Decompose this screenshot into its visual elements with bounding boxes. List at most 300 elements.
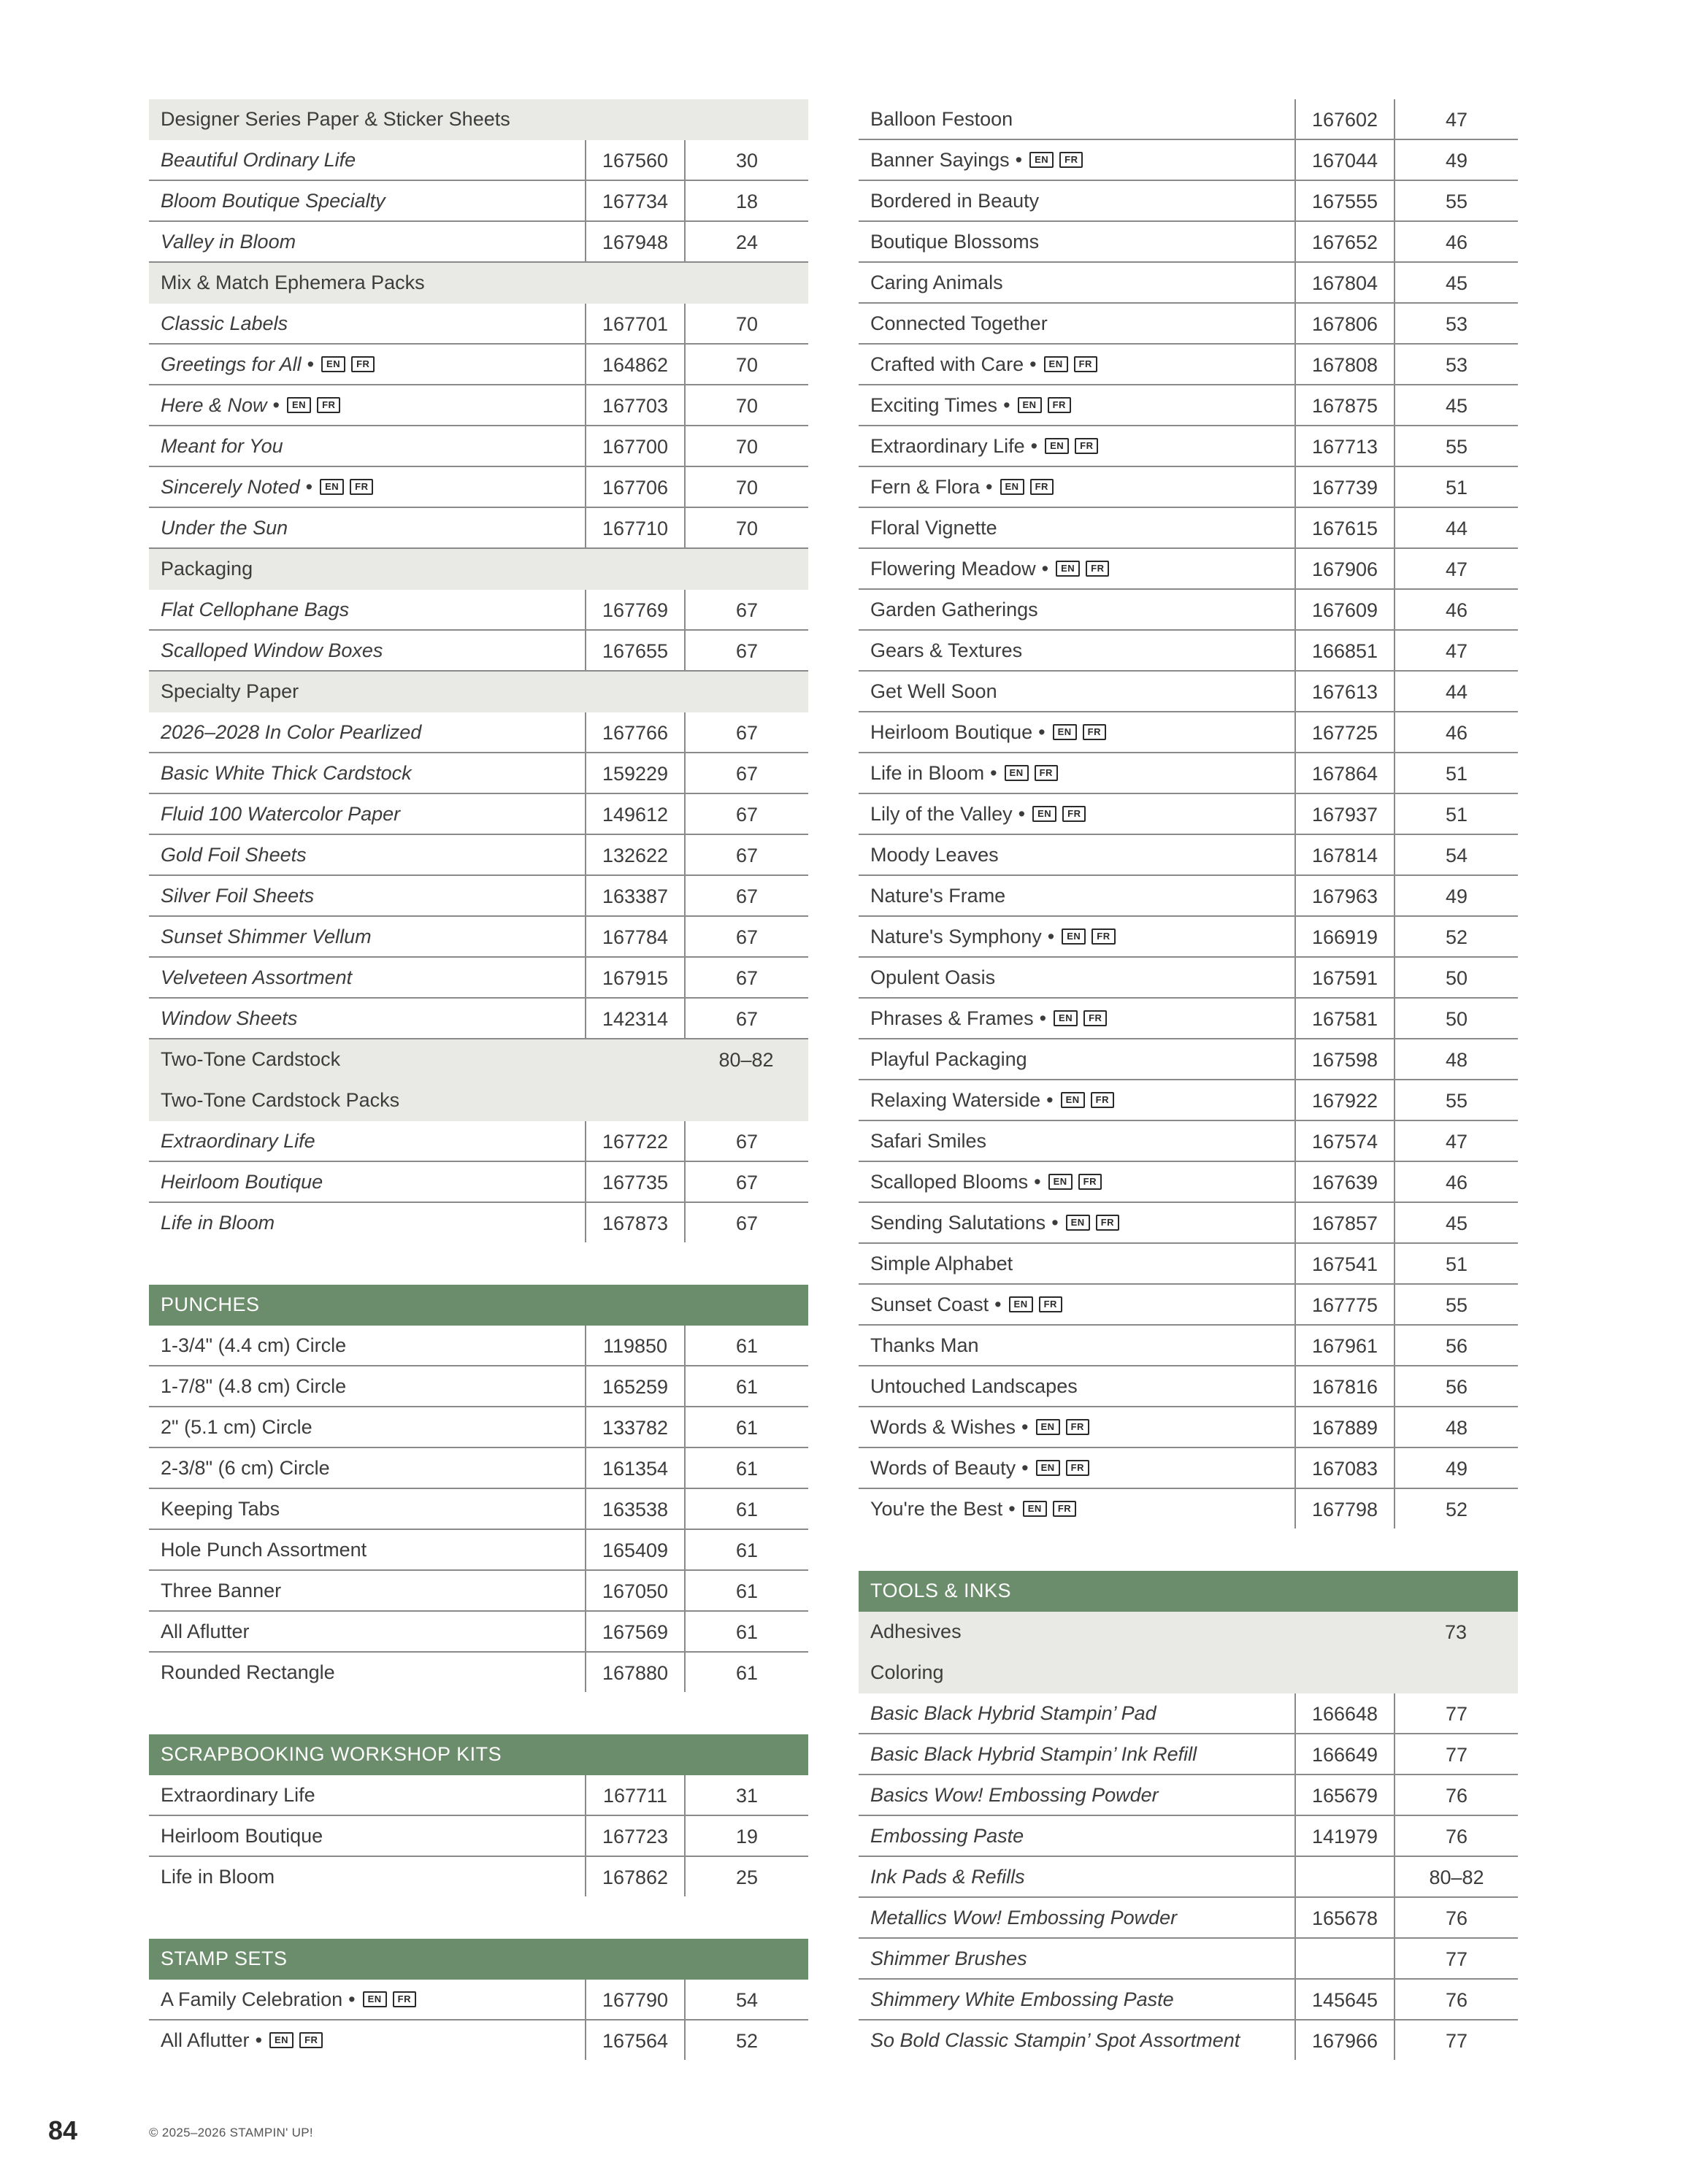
product-row-a-family-celebration (149, 1980, 808, 2020)
item-number: 167591 (1294, 958, 1394, 997)
name-text: Get Well Soon (870, 680, 997, 702)
name-text: You're the Best (870, 1498, 1003, 1520)
product-name (870, 1039, 1027, 1079)
page-reference: 80–82 (718, 1049, 774, 1071)
language-badge-fr: FR (1035, 765, 1058, 781)
product-row-scalloped-window-boxes (149, 631, 808, 672)
product-name (870, 672, 997, 711)
item-number: 166919 (1294, 917, 1394, 956)
name-text: Life in Bloom (161, 1212, 275, 1234)
page-reference (684, 1080, 808, 1120)
section-gap (149, 1244, 808, 1285)
item-number: 167615 (1294, 508, 1394, 547)
name-text: Sunset Shimmer Vellum (161, 926, 372, 947)
item-number: 165679 (1294, 1775, 1394, 1815)
bullet-separator: • (1034, 1171, 1041, 1193)
item-number: 167652 (1294, 222, 1394, 261)
name-text: Boutique Blossoms (870, 231, 1040, 253)
name-text: Connected Together (870, 312, 1048, 334)
language-badge-en: EN (1029, 152, 1054, 168)
page-reference: 47 (1394, 549, 1518, 588)
language-badge-en: EN (1023, 1501, 1047, 1517)
language-badge-en: EN (1062, 928, 1086, 945)
item-number: 167889 (1294, 1407, 1394, 1447)
product-row-greetings-for-all (149, 345, 808, 385)
category-row-coloring (859, 1653, 1518, 1693)
name-text: Safari Smiles (870, 1130, 987, 1152)
name-text: Meant for You (161, 435, 283, 457)
bullet-separator: • (1038, 721, 1046, 743)
language-badge-fr: FR (317, 397, 340, 413)
name-text: Nature's Symphony (870, 926, 1042, 947)
product-name (161, 712, 421, 752)
page-reference: 47 (1394, 99, 1518, 139)
item-number: 167906 (1294, 549, 1394, 588)
product-name (870, 1612, 962, 1651)
product-name (870, 1244, 1013, 1283)
item-number (1294, 1653, 1394, 1692)
page-reference: 55 (1394, 1080, 1518, 1120)
product-name (870, 1693, 1156, 1733)
name-text: Caring Animals (870, 272, 1003, 293)
item-number: 167613 (1294, 672, 1394, 711)
product-name (870, 1857, 1025, 1896)
page-reference: 67 (684, 876, 808, 915)
name-text: Lily of the Valley (870, 803, 1013, 825)
name-text: Scalloped Window Boxes (161, 639, 383, 661)
page-reference: 18 (684, 181, 808, 220)
page-reference: 47 (1394, 1121, 1518, 1161)
product-name (161, 1653, 335, 1692)
product-name (870, 1326, 979, 1365)
category-row-designer-series-paper-sticker-sheets (149, 99, 808, 140)
language-badge-fr: FR (1039, 1296, 1062, 1312)
item-number: 167814 (1294, 835, 1394, 874)
language-badge-en: EN (1056, 561, 1080, 577)
item-number: 167581 (1294, 999, 1394, 1038)
item-number: 167798 (1294, 1489, 1394, 1529)
page-reference: 67 (684, 794, 808, 834)
name-text: Embossing Paste (870, 1825, 1024, 1847)
product-row-sunset-shimmer-vellum (149, 917, 808, 958)
product-name (161, 1857, 275, 1896)
item-number: 161354 (585, 1448, 684, 1488)
name-text: Greetings for All (161, 353, 302, 375)
name-text: 2" (5.1 cm) Circle (161, 1416, 312, 1438)
bullet-separator: • (1030, 435, 1038, 457)
language-badge-fr: FR (1083, 1010, 1107, 1026)
product-name (870, 1203, 1119, 1242)
page-reference: 49 (1394, 140, 1518, 180)
page-reference: 56 (1394, 1366, 1518, 1406)
product-name (161, 672, 299, 711)
product-row-words-wishes (859, 1407, 1518, 1448)
product-name (161, 835, 307, 874)
language-badge-en: EN (1036, 1419, 1060, 1435)
page-reference (1394, 1653, 1518, 1692)
product-row-extraordinary-life (859, 426, 1518, 467)
language-badge-en: EN (269, 2032, 294, 2048)
name-text: All Aflutter (161, 2029, 250, 2051)
product-name (161, 1121, 315, 1161)
page-reference: 80–82 (1394, 1857, 1518, 1896)
item-number (585, 1039, 684, 1079)
page-reference: 67 (684, 1203, 808, 1242)
language-badge-en: EN (1061, 1092, 1085, 1108)
item-number: 167044 (1294, 140, 1394, 180)
product-row-fluid-100-watercolor-paper (149, 794, 808, 835)
item-number: 167961 (1294, 1326, 1394, 1365)
page-reference: 61 (684, 1530, 808, 1569)
product-name (161, 385, 340, 425)
product-name (870, 958, 995, 997)
item-number: 167948 (585, 222, 684, 261)
name-text: Gold Foil Sheets (161, 844, 307, 866)
page-reference: 67 (684, 835, 808, 874)
section-title (161, 1734, 502, 1774)
product-name (870, 1775, 1159, 1815)
product-name (161, 1489, 280, 1529)
bullet-separator: • (1021, 1416, 1029, 1438)
name-text: Flowering Meadow (870, 558, 1036, 580)
page-reference: 44 (1394, 672, 1518, 711)
name-text: Playful Packaging (870, 1048, 1027, 1070)
item-number: 167804 (1294, 263, 1394, 302)
page-reference: 53 (1394, 304, 1518, 343)
product-row-untouched-landscapes (859, 1366, 1518, 1407)
name-text: Two-Tone Cardstock Packs (161, 1089, 400, 1111)
item-number: 167739 (1294, 467, 1394, 507)
item-number: 167555 (1294, 181, 1394, 220)
item-number: 167700 (585, 426, 684, 466)
product-row-playful-packaging (859, 1039, 1518, 1080)
product-row-under-the-sun (149, 508, 808, 549)
product-name (161, 99, 510, 139)
page-reference: 30 (684, 140, 808, 180)
item-number: 167723 (585, 1816, 684, 1856)
page-reference: 51 (1394, 467, 1518, 507)
name-text: Designer Series Paper & Sticker Sheets (161, 108, 510, 130)
product-row-flowering-meadow (859, 549, 1518, 590)
language-badge-fr: FR (350, 479, 373, 495)
product-name (870, 1162, 1102, 1201)
product-name (161, 631, 383, 670)
item-number: 133782 (585, 1407, 684, 1447)
item-number (1294, 1857, 1394, 1896)
item-number: 167569 (585, 1612, 684, 1651)
page-reference: 61 (684, 1653, 808, 1692)
item-number: 167598 (1294, 1039, 1394, 1079)
product-name (161, 1203, 275, 1242)
name-text: Relaxing Waterside (870, 1089, 1041, 1111)
item-number: 167873 (585, 1203, 684, 1242)
item-number: 141979 (1294, 1816, 1394, 1856)
item-number: 167857 (1294, 1203, 1394, 1242)
name-text: Flat Cellophane Bags (161, 599, 350, 620)
product-row-metallics-wow-embossing-powder (859, 1898, 1518, 1939)
language-badge-en: EN (321, 356, 345, 372)
product-row-you-re-the-best (859, 1489, 1518, 1530)
language-badge-en: EN (1000, 479, 1024, 495)
product-row-basic-white-thick-cardstock (149, 753, 808, 794)
language-badge-fr: FR (1048, 397, 1071, 413)
product-name (870, 590, 1038, 629)
product-name (870, 917, 1116, 956)
bullet-separator: • (1047, 926, 1055, 947)
product-row-life-in-bloom (859, 753, 1518, 794)
name-text: Floral Vignette (870, 517, 997, 539)
page-reference: 44 (1394, 508, 1518, 547)
item-number: 167703 (585, 385, 684, 425)
section-header-tools-inks (859, 1571, 1518, 1612)
item-number (585, 549, 684, 588)
name-text: Shimmery White Embossing Paste (870, 1988, 1174, 2010)
item-number: 167701 (585, 304, 684, 343)
product-row-heirloom-boutique (149, 1162, 808, 1203)
product-row-banner-sayings (859, 140, 1518, 181)
item-number: 167655 (585, 631, 684, 670)
name-text: Words & Wishes (870, 1416, 1016, 1438)
product-row-nature-s-symphony (859, 917, 1518, 958)
language-badge-fr: FR (1059, 152, 1083, 168)
item-number: 167862 (585, 1857, 684, 1896)
bullet-separator: • (272, 394, 280, 416)
product-name (161, 1326, 346, 1365)
item-number: 142314 (585, 999, 684, 1038)
item-number (1294, 1612, 1394, 1651)
product-row-fern-flora (859, 467, 1518, 508)
bullet-separator: • (1041, 558, 1049, 580)
bullet-separator: • (986, 476, 993, 498)
bullet-separator: • (1039, 1007, 1047, 1029)
name-text: Classic Labels (161, 312, 288, 334)
item-number: 167880 (585, 1653, 684, 1692)
bullet-separator: • (994, 1293, 1002, 1315)
page-reference: 24 (684, 222, 808, 261)
product-row-life-in-bloom (149, 1857, 808, 1898)
product-name (870, 140, 1083, 180)
page-reference: 73 (1444, 1621, 1468, 1643)
product-name (161, 1571, 281, 1610)
product-name (161, 549, 253, 588)
product-name (161, 426, 283, 466)
product-row-so-bold-classic-stampin-spot-assortment (859, 2020, 1518, 2061)
product-name (161, 508, 288, 547)
product-row-basic-black-hybrid-stampin-pad (859, 1693, 1518, 1734)
page-reference: 67 (684, 712, 808, 752)
item-number: 163387 (585, 876, 684, 915)
product-name (161, 140, 356, 180)
page-reference: 45 (1394, 1203, 1518, 1242)
bullet-separator: • (1008, 1498, 1016, 1520)
name-text: Crafted with Care (870, 353, 1024, 375)
name-text: Simple Alphabet (870, 1253, 1013, 1274)
page-reference: 48 (1394, 1039, 1518, 1079)
name-text: All Aflutter (161, 1620, 250, 1642)
product-name (161, 304, 288, 343)
product-row-sunset-coast (859, 1285, 1518, 1326)
product-row-2026-2028-in-color-pearlized (149, 712, 808, 753)
page-reference: 61 (684, 1448, 808, 1488)
name-text: Coloring (870, 1661, 944, 1683)
product-row-relaxing-waterside (859, 1080, 1518, 1121)
name-text: Hole Punch Assortment (161, 1539, 367, 1561)
name-text: Moody Leaves (870, 844, 999, 866)
name-text: Sending Salutations (870, 1212, 1046, 1234)
product-row-basic-black-hybrid-stampin-ink-refill (859, 1734, 1518, 1775)
item-number: 165259 (585, 1366, 684, 1406)
page-reference: 61 (684, 1326, 808, 1365)
product-row-nature-s-frame (859, 876, 1518, 917)
item-number: 167775 (1294, 1285, 1394, 1324)
language-badge-fr: FR (1086, 561, 1109, 577)
item-number: 165678 (1294, 1898, 1394, 1937)
name-text: Basic White Thick Cardstock (161, 762, 412, 784)
product-row-ink-pads-refills (859, 1857, 1518, 1898)
name-text: Velveteen Assortment (161, 966, 353, 988)
name-text: Two-Tone Cardstock (161, 1048, 341, 1070)
product-row-words-of-beauty (859, 1448, 1518, 1489)
product-name (870, 876, 1005, 915)
product-name (161, 1407, 312, 1447)
product-name (161, 1980, 416, 2019)
name-text: Sincerely Noted (161, 476, 300, 498)
language-badge-en: EN (320, 479, 344, 495)
product-name (870, 999, 1107, 1038)
page-reference: 31 (684, 1775, 808, 1815)
category-row-two-tone-cardstock-packs (149, 1080, 808, 1121)
product-name (870, 1653, 944, 1692)
product-name (870, 712, 1106, 752)
category-row-adhesives (859, 1612, 1518, 1653)
left-column (149, 99, 808, 2061)
page-reference: 70 (684, 304, 808, 343)
page-reference: 70 (684, 508, 808, 547)
page-reference: 67 (684, 1121, 808, 1161)
name-text: Fluid 100 Watercolor Paper (161, 803, 401, 825)
item-number: 167639 (1294, 1162, 1394, 1201)
product-name (161, 1162, 323, 1201)
product-row-gears-textures (859, 631, 1518, 672)
item-number: 167937 (1294, 794, 1394, 834)
product-row-basics-wow-embossing-powder (859, 1775, 1518, 1816)
product-row-thanks-man (859, 1326, 1518, 1366)
product-name (870, 508, 997, 547)
language-badge-en: EN (1005, 765, 1029, 781)
name-text: Phrases & Frames (870, 1007, 1034, 1029)
bullet-separator: • (1018, 803, 1026, 825)
page-reference: 61 (684, 1571, 808, 1610)
product-name (870, 631, 1022, 670)
item-number: 167050 (585, 1571, 684, 1610)
page-reference: 50 (1394, 999, 1518, 1038)
page-reference: 61 (684, 1612, 808, 1651)
name-text: 1-7/8" (4.8 cm) Circle (161, 1375, 347, 1397)
product-name (870, 1285, 1062, 1324)
language-badge-en: EN (287, 397, 311, 413)
product-row-hole-punch-assortment (149, 1530, 808, 1571)
product-row-heirloom-boutique (149, 1816, 808, 1857)
product-row-sincerely-noted (149, 467, 808, 508)
name-text: Silver Foil Sheets (161, 885, 315, 907)
bullet-separator: • (307, 353, 315, 375)
name-text: Basics Wow! Embossing Powder (870, 1784, 1159, 1806)
name-text: Sunset Coast (870, 1293, 989, 1315)
name-text: A Family Celebration (161, 1988, 343, 2010)
item-number: 167808 (1294, 345, 1394, 384)
product-name (161, 1366, 346, 1406)
name-text: Bloom Boutique Specialty (161, 190, 385, 212)
item-number: 167083 (1294, 1448, 1394, 1488)
item-number: 167713 (1294, 426, 1394, 466)
item-number: 167784 (585, 917, 684, 956)
name-text: Here & Now (161, 394, 267, 416)
product-row-scalloped-blooms (859, 1162, 1518, 1203)
name-text: SCRAPBOOKING WORKSHOP KITS (161, 1743, 502, 1765)
product-row-heirloom-boutique (859, 712, 1518, 753)
name-text: Basic Black Hybrid Stampin’ Pad (870, 1702, 1156, 1724)
product-name (161, 467, 373, 507)
name-text: Scalloped Blooms (870, 1171, 1029, 1193)
name-text: Fern & Flora (870, 476, 981, 498)
language-badge-fr: FR (1091, 1092, 1114, 1108)
name-text: Mix & Match Ephemera Packs (161, 272, 425, 293)
section-gap (859, 1530, 1518, 1571)
page-number: 84 (48, 2115, 78, 2145)
language-badge-en: EN (363, 1991, 387, 2007)
page-reference: 67 (684, 631, 808, 670)
name-text: Shimmer Brushes (870, 1947, 1027, 1969)
product-name (161, 2020, 323, 2060)
name-text: Packaging (161, 558, 253, 580)
page-reference: 51 (1394, 794, 1518, 834)
product-name (161, 1448, 330, 1488)
product-name (161, 753, 412, 793)
product-name (161, 1612, 250, 1651)
product-name (870, 181, 1039, 220)
language-badge-fr: FR (1092, 928, 1115, 945)
section-title (870, 1571, 1011, 1610)
product-name (870, 304, 1048, 343)
page-reference: 77 (1394, 1939, 1518, 1978)
language-badge-en: EN (1032, 806, 1056, 822)
page-reference: 77 (1394, 2020, 1518, 2060)
item-number (1294, 1939, 1394, 1978)
page-reference: 67 (684, 753, 808, 793)
product-row-1-3-4-4-4-cm-circle (149, 1326, 808, 1366)
product-name (870, 1366, 1078, 1406)
language-badge-en: EN (1066, 1215, 1090, 1231)
page-reference (684, 672, 808, 711)
page-reference: 55 (1394, 426, 1518, 466)
name-text: 1-3/4" (4.4 cm) Circle (161, 1334, 347, 1356)
product-row-lily-of-the-valley (859, 794, 1518, 835)
product-row-embossing-paste (859, 1816, 1518, 1857)
item-number: 167541 (1294, 1244, 1394, 1283)
page-reference: 54 (1394, 835, 1518, 874)
item-number: 167706 (585, 467, 684, 507)
product-name (870, 549, 1109, 588)
product-row-opulent-oasis (859, 958, 1518, 999)
item-number: 167602 (1294, 99, 1394, 139)
product-name (870, 1980, 1174, 2019)
product-row-rounded-rectangle (149, 1653, 808, 1693)
page-reference: 45 (1394, 385, 1518, 425)
product-name (161, 1039, 340, 1079)
name-text: Basic Black Hybrid Stampin’ Ink Refill (870, 1743, 1197, 1765)
product-name (870, 1080, 1114, 1120)
language-badge-en: EN (1044, 356, 1068, 372)
